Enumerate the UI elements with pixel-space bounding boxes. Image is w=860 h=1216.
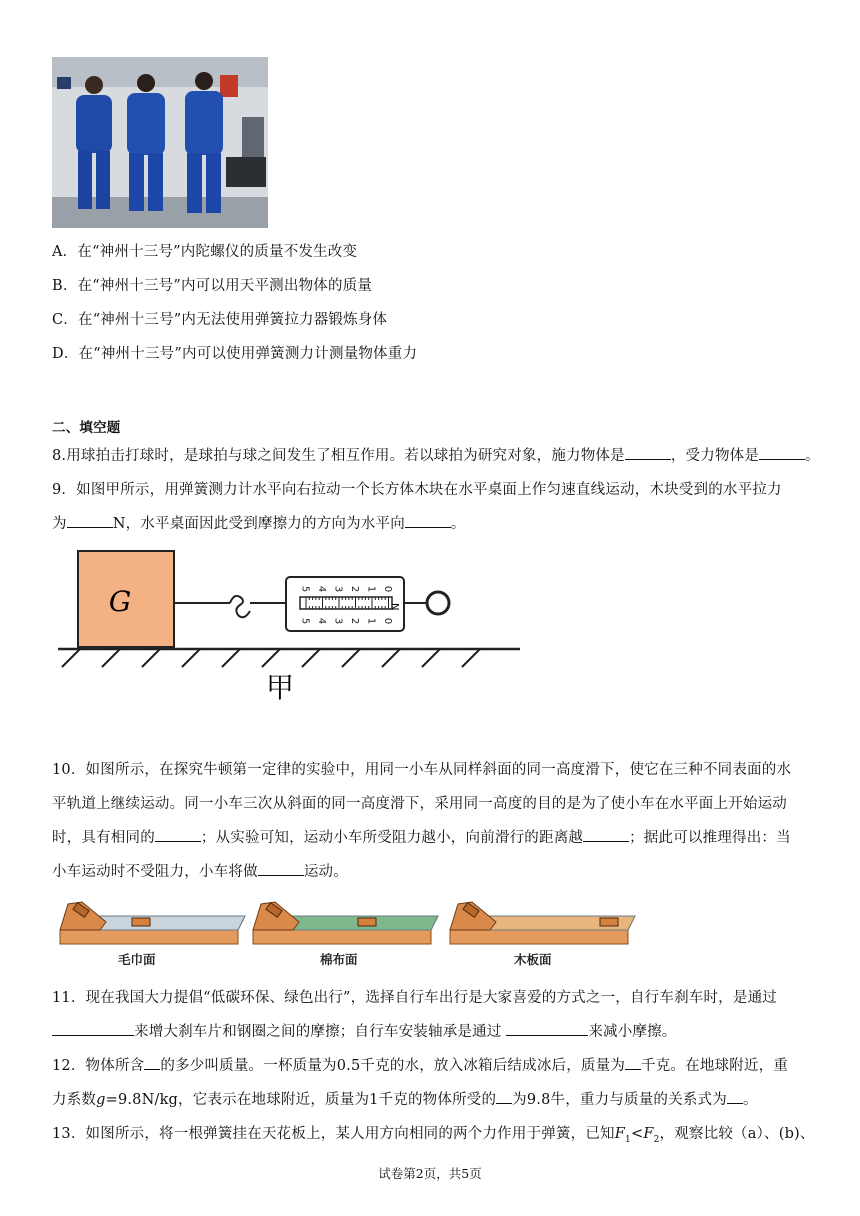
answer-blank[interactable] bbox=[759, 445, 805, 460]
scale-label: 3 bbox=[332, 617, 344, 625]
scale-label: 0 bbox=[382, 585, 393, 593]
question-9-line1: 9．如图甲所示，用弹簧测力计水平向右拉动一个长方体木块在水平桌面上作匀速直线运动，木块受到的水平拉力 bbox=[52, 482, 782, 498]
question-9-line2: 为 N，水平桌面因此受到摩擦力的方向为水平向 。 bbox=[52, 512, 466, 533]
scale-label: 1 bbox=[365, 585, 377, 593]
answer-blank[interactable] bbox=[52, 1021, 134, 1036]
answer-blank[interactable] bbox=[496, 1089, 512, 1104]
question-10-line4: 小车运动时不受阻力，小车将做 运动。 bbox=[52, 860, 348, 881]
surface-label-towel: 毛巾面 bbox=[118, 952, 156, 967]
question-12-line2: 力系数g=9.8N/kg，它表示在地球附近，质量为1千克的物体所受的 为9.8牛，重力与质量的关系式为 。 bbox=[52, 1088, 758, 1109]
scale-label: 1 bbox=[365, 617, 377, 625]
scale-label: 2 bbox=[349, 617, 360, 625]
surface-label-wood: 木板面 bbox=[514, 952, 552, 967]
option-a: A．在“神州十三号”内陀螺仪的质量不发生改变 bbox=[52, 244, 358, 260]
towel-track bbox=[60, 902, 245, 944]
figure-label: 甲 bbox=[265, 671, 295, 704]
cotton-track bbox=[253, 902, 438, 944]
question-11-line1: 11．现在我国大力提倡“低碳环保、绿色出行”，选择自行车出行是大家喜爱的方式之一，自行车刹车时，是通过 bbox=[52, 990, 777, 1006]
block-label: G bbox=[108, 585, 132, 618]
scale-label: 4 bbox=[316, 617, 327, 625]
option-c: C．在“神州十三号”内无法使用弹簧拉力器锻炼身体 bbox=[52, 312, 388, 328]
question-8: 8.用球拍击打球时，是球拍与球之间发生了相互作用。若以球拍为研究对象，施力物体是 ，受力物体是 。 bbox=[52, 444, 820, 465]
figure-spring-scale bbox=[58, 545, 528, 705]
answer-blank[interactable] bbox=[506, 1021, 588, 1036]
scale-unit: N bbox=[389, 603, 400, 611]
answer-blank[interactable] bbox=[625, 1055, 641, 1070]
cart bbox=[358, 918, 376, 926]
option-d: D．在“神州十三号”内可以使用弹簧测力计测量物体重力 bbox=[52, 346, 418, 362]
scale-label: 5 bbox=[299, 585, 311, 593]
astronauts-photo bbox=[52, 57, 268, 228]
answer-blank[interactable] bbox=[625, 445, 671, 460]
answer-blank[interactable] bbox=[144, 1055, 160, 1070]
section-title: 二、填空题 bbox=[52, 420, 121, 436]
answer-blank[interactable] bbox=[258, 861, 304, 876]
scale-ring bbox=[427, 592, 449, 614]
answer-blank[interactable] bbox=[405, 513, 451, 528]
wood-track bbox=[450, 902, 635, 944]
option-b: B．在“神州十三号”内可以用天平测出物体的质量 bbox=[52, 278, 373, 294]
page-footer: 试卷第2页，共5页 bbox=[378, 1166, 482, 1181]
scale-label: 3 bbox=[332, 585, 344, 593]
question-10-line3: 时，具有相同的 ；从实验可知，运动小车所受阻力越小，向前滑行的距离越 ；据此可以推理得出：当 bbox=[52, 826, 791, 847]
question-10-line2: 平轨道上继续运动。同一小车三次从斜面的同一高度滑下，采用同一高度的目的是为了使小车在水平面上开始运动 bbox=[52, 796, 787, 812]
surface-label-cotton: 棉布面 bbox=[320, 952, 358, 967]
scale-label: 2 bbox=[349, 585, 360, 593]
scale-label: 5 bbox=[299, 617, 311, 625]
answer-blank[interactable] bbox=[727, 1089, 743, 1104]
question-12-line1: 12．物体所含 的多少叫质量。一杯质量为0.5千克的水，放入冰箱后结成冰后，质量为 千克。在地球附近，重 bbox=[52, 1054, 788, 1075]
cart bbox=[600, 918, 618, 926]
answer-blank[interactable] bbox=[583, 827, 629, 842]
answer-blank[interactable] bbox=[67, 513, 113, 528]
cart bbox=[132, 918, 150, 926]
question-10-line1: 10．如图所示，在探究牛顿第一定律的实验中，用同一小车从同样斜面的同一高度滑下，使它在三种不同表面的水 bbox=[52, 762, 792, 778]
scale-label: 4 bbox=[316, 585, 327, 593]
question-11-line2: 来增大刹车片和钢圈之间的摩擦；自行车安装轴承是通过 来减小摩擦。 bbox=[52, 1020, 677, 1041]
scale-label: 0 bbox=[382, 617, 393, 625]
answer-blank[interactable] bbox=[155, 827, 201, 842]
question-13-line1: 13．如图所示，将一根弹簧挂在天花板上，某人用方向相同的两个力作用于弹簧，已知$F_1<F_2$，观察比较（a）、(b)、 bbox=[52, 1126, 815, 1145]
